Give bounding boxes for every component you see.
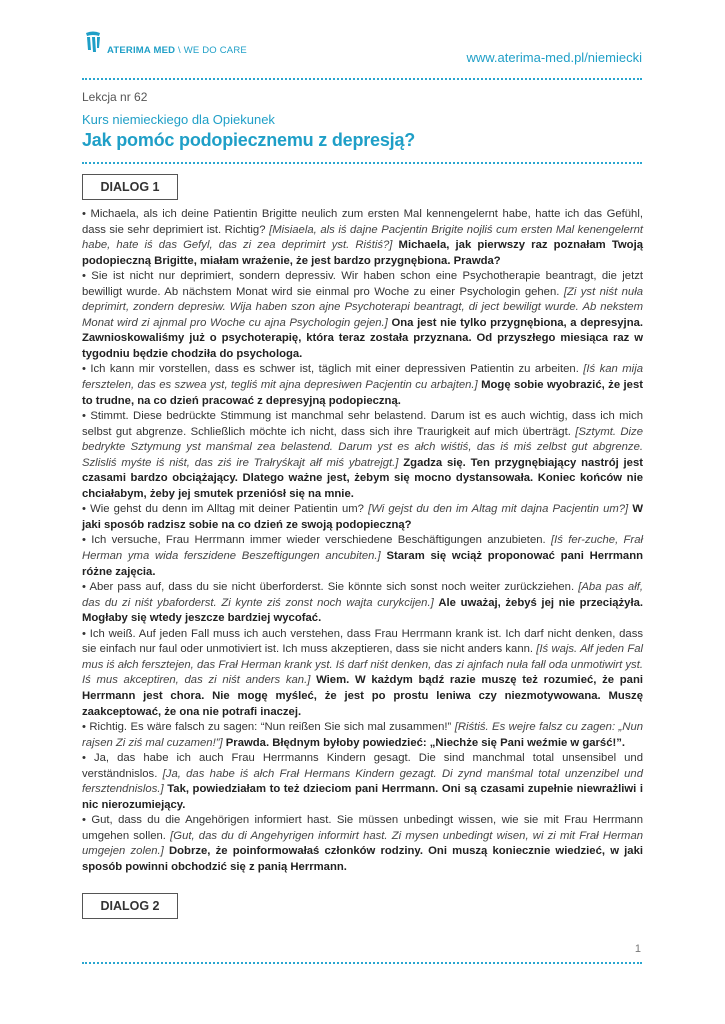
polish-translation: W jaki sposób radzisz sobie na co dzień ze swoją podopieczną? <box>82 503 643 531</box>
dialog-paragraph <box>82 409 643 502</box>
caregiver-logo-icon <box>82 30 104 56</box>
polish-translation: Prawda. Błędnym byłoby powiedzieć: „Niechże się Pani weźmie w garść!”. <box>225 736 626 749</box>
polish-translation: Michaela, jak pierwszy raz poznałam Twoją podopieczną Brigitte, miałam wrażenie, że jest bardzo przygnębiona. Prawda? <box>82 239 643 267</box>
dialog-paragraph <box>82 813 643 875</box>
polish-translation: Wiem. W każdym bądź razie muszę też rozumieć, że pani Herrmann jest chora. Nie mogę myśleć, że jest po prostu leniwa czy niezmotywowana. Muszę zaakceptować, że ona nie potrafi inaczej. <box>82 674 643 718</box>
dialog-1-body <box>82 207 643 876</box>
phonetic-text: [Zi yst niśt nuła deprimirt, zondern depresiw. Wija haben szon ajne Psychoterapi beantragt, di ject bewiligt wurde. Ab nekstem Monat wird zi ajnmal pro Woche cu ajna Psychologin gejen.] <box>82 285 644 329</box>
dialog-paragraph <box>82 269 643 362</box>
page-title: Jak pomóc podopiecznemu z depresją? <box>82 130 416 150</box>
website-link[interactable]: www.aterima-med.pl/niemiecki <box>466 50 642 65</box>
german-text: • Ich versuche, Frau Herrmann immer wieder verschiedene Beschäftigungen anzubieten. <box>82 534 546 547</box>
german-text: • Stimmt. Diese bedrückte Stimmung ist manchmal sehr belastend. Darum ist es auch wichtig, dass ich mich selbst gut abgrenze. Schließlich möchte ich nicht, dass sich ihre Traurigkeit auf mich überträgt. <box>82 410 643 438</box>
polish-translation: Tak, powiedziałam to też dzieciom pani Herrmann. Oni są czasami zupełnie niewrażliwi i nic nierozumiejący. <box>82 783 644 811</box>
phonetic-text: [Iś wajs. Ałf jeden Fal mus iś ałch fersztejen, das Frał Herman krank yst. Iś darf niśt denken, das zi ajnfach nuła fałl oda unmotiwirt yst. Iś mus akceptiren, das zi niśt anders kan.] <box>82 643 644 687</box>
phonetic-text: [Ja, das habe iś ałch Frał Hermans Kindern gezagt. Di zynd manśmal total unzenzibel und fersztendnislos.] <box>82 767 643 796</box>
page-number: 1 <box>634 943 641 955</box>
polish-translation: Zgadza się. Ten przygnębiający nastrój jest czasami bardzo obciążający. Dlatego ważne jest, żebym się mocno dystansowała. Koniec końców nie chciałabym, żeby jej smutek przeniósł się na mnie. <box>82 456 644 500</box>
phonetic-text: [Sztymt. Dize bedrykte Sztymung yst manśmal zea belastend. Darum yst es ałch wiśtiś, das iś miś zelbst gut abgrenze. Szlisliś myśte iś niśt, das ziś ire Trałryśkajt ałf miś ybatrejgt.] <box>82 425 643 469</box>
dialog-paragraph <box>82 502 643 533</box>
dialog-paragraph <box>82 533 643 580</box>
footer-divider <box>82 962 642 964</box>
dialog-paragraph <box>82 627 643 720</box>
polish-translation: Dobrze, że poinformowałaś członków rodziny. Oni muszą koniecznie wiedzieć, w jaki sposób powinni obchodzić się z panią Herrmann. <box>82 845 643 873</box>
header-divider <box>82 78 642 80</box>
phonetic-text: [Wi gejst du den im Altag mit dajna Pacjentin um?] <box>368 503 629 516</box>
german-text: • Richtig. Es wäre falsch zu sagen: “Nun reißen Sie sich mal zusammen!” <box>82 721 452 734</box>
course-name: Kurs niemieckiego dla Opiekunek <box>82 112 275 127</box>
lesson-number: Lekcja nr 62 <box>82 90 148 104</box>
polish-translation: Ale uważaj, żebyś jej nie przeciążyła. Mogłaby się wtedy jeszcze bardziej wycofać. <box>82 596 644 625</box>
dialog-1-heading: DIALOG 1 <box>82 174 178 200</box>
dialog-paragraph <box>82 720 643 751</box>
dialog-paragraph <box>82 207 643 269</box>
dialog-paragraph <box>82 362 643 409</box>
phonetic-text: [Riśtiś. Es wejre falsz cu zagen: „Nun rajsen Zi ziś mal cuzamen!”] <box>82 721 644 749</box>
german-text: • Aber pass auf, dass du sie nicht überforderst. Sie könnte sich sonst noch weiter zurückziehen. <box>82 581 575 594</box>
dialog-paragraph <box>82 580 643 627</box>
dialog-2-heading: DIALOG 2 <box>82 893 178 919</box>
german-text: • Ja, das habe ich auch Frau Herrmanns Kindern gesagt. Die sind manchmal total unsensibel und verständnislos. <box>82 752 643 780</box>
logo-wordmark: ATERIMA MED \ WE DO CARE <box>107 44 247 56</box>
phonetic-text: [Misiaela, als iś dajne Pacjentin Brigite nojliś cum ersten Mal kenengelernt habe, hate iś das Gefyl, das zi zea deprimirt yst. Riśtiś?] <box>82 223 644 252</box>
page-header <box>82 30 642 70</box>
title-divider <box>82 162 642 164</box>
aterima-logo[interactable] <box>82 30 247 56</box>
dialog-paragraph <box>82 751 643 813</box>
phonetic-text: [Gut, das du di Angehyrigen informirt hast. Zi mysen unbedingt wisen, wi zi mit Frał Herman umgejen zolen.] <box>82 829 644 858</box>
phonetic-text: [Iś kan mija fersztelen, das es szwea yst, tegliś mit ajna depresiwen Pacjentin cu arbajten.] <box>82 363 643 392</box>
german-text: • Sie ist nicht nur deprimiert, sondern depressiv. Wir haben schon eine Psychotherapie beantragt, die jetzt bewilligt wurde. Ab nächstem Monat wird sie einmal pro Woche zu einer Psychologin gehen. <box>82 270 643 298</box>
german-text: • Michaela, als ich deine Patientin Brigitte neulich zum ersten Mal kennengelernt habe, hatte ich das Gefühl, dass sie sehr deprimiert ist. Richtig? <box>82 208 643 236</box>
polish-translation: Mogę sobie wyobrazić, że jest to trudne, na co dzień pracować z depresyjną podopieczną. <box>82 379 644 407</box>
german-text: • Ich kann mir vorstellen, dass es schwer ist, täglich mit einer depressiven Patientin zu arbeiten. <box>82 363 579 376</box>
german-text: • Wie gehst du denn im Alltag mit deiner Patientin um? <box>82 503 364 516</box>
polish-translation: Ona jest nie tylko przygnębiona, a depresyjna. Zawnioskowaliśmy już o psychoterapię, która teraz została przyznana. Od przyszłego miesiąca raz w tygodniu będzie chodziła do psychologa. <box>82 316 644 360</box>
german-text: • Gut, dass du die Angehörigen informiert hast. Sie müssen unbedingt wissen, wie sie mit Frau Herrmann umgehen sollen. <box>82 814 643 842</box>
german-text: • Ich weiß. Auf jeden Fall muss ich auch verstehen, dass Frau Herrmann krank ist. Ich darf nicht denken, dass sie einfach nur faul oder unmotiviert ist. Ich muss akzeptieren, dass sie nicht anders kann. <box>82 627 643 656</box>
phonetic-text: [Aba pas ałf, das du zi niśt ybaforderst. Zi kynte ziś zonst noch wajta curykcijen.] <box>82 581 643 609</box>
phonetic-text: [Iś fer-zuche, Frał Herman yma wida ferszidene Beszeftigungen ancubiten.] <box>82 534 643 563</box>
polish-translation: Staram się wciąż proponować pani Herrmann różne zajęcia. <box>82 550 643 578</box>
